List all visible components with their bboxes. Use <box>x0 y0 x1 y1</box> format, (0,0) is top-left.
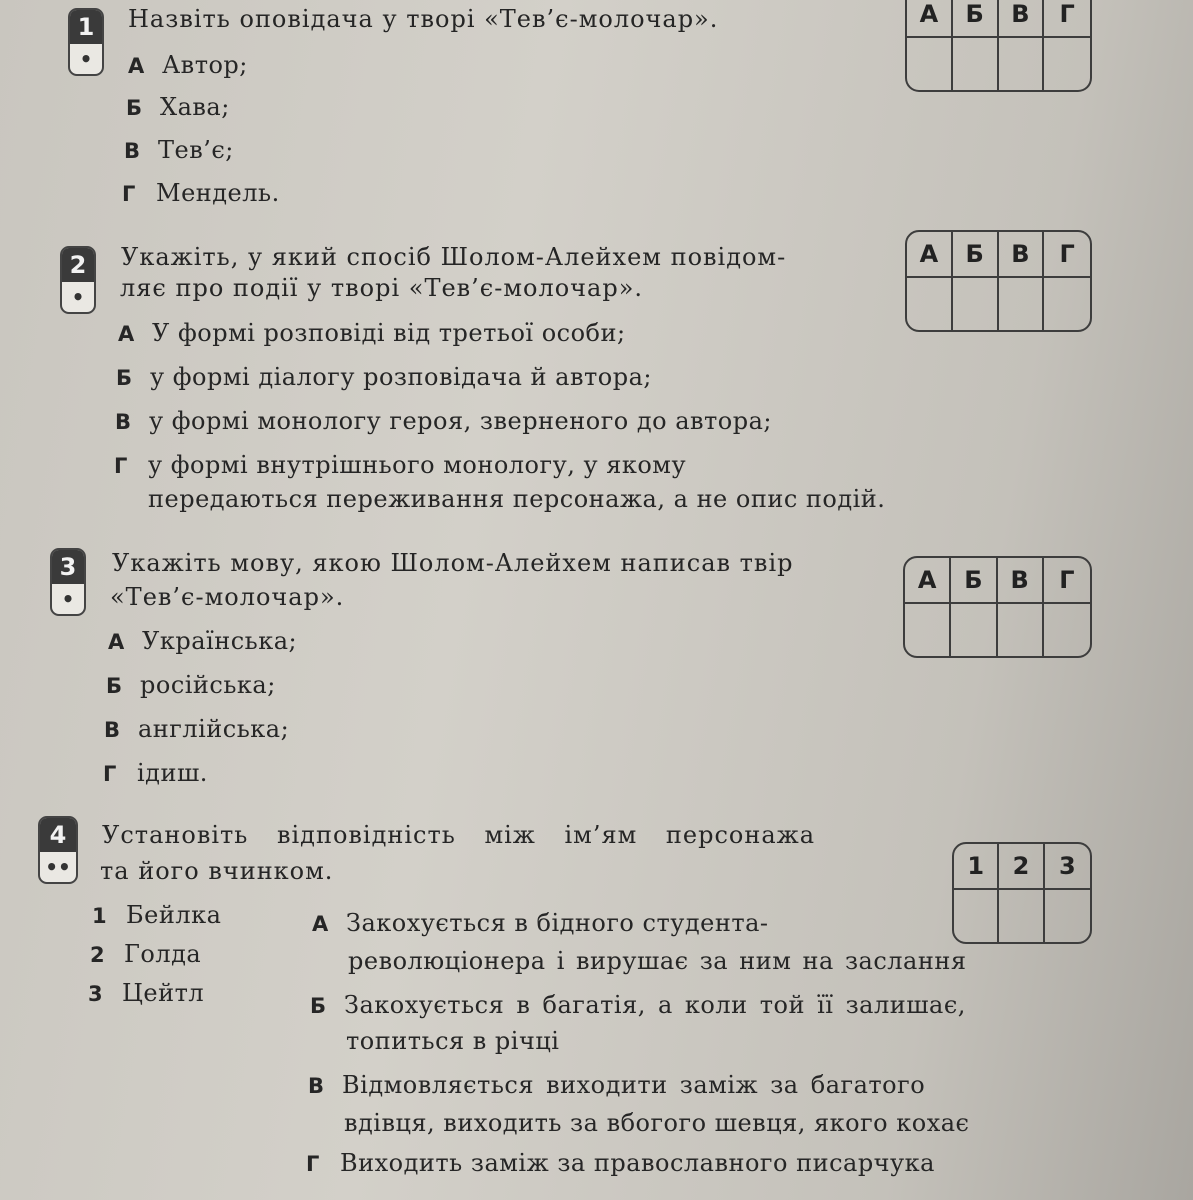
option-letter: Г <box>114 454 128 478</box>
answer-cell[interactable] <box>1045 890 1090 942</box>
answer-cell[interactable] <box>907 278 953 330</box>
answer-cell[interactable] <box>905 604 951 656</box>
grid-header: Г <box>1044 0 1090 38</box>
answer-cell[interactable] <box>951 604 997 656</box>
option-letter: Б <box>116 366 133 390</box>
action-a[interactable] <box>312 906 769 941</box>
option-letter: В <box>115 410 132 434</box>
grid-header: Г <box>1044 232 1090 278</box>
option-letter: А <box>108 630 125 654</box>
option-text: російська; <box>140 671 276 699</box>
action-b[interactable] <box>310 988 966 1023</box>
question-4-text-line-1: Установіть відповідність між ім’ям персонажа <box>102 821 816 849</box>
answer-cell[interactable] <box>1044 38 1090 90</box>
character-3 <box>88 976 204 1011</box>
question-3-option-b[interactable] <box>106 668 276 703</box>
question-number: 2 <box>62 248 94 282</box>
question-2-answer-grid <box>905 230 1092 332</box>
question-3-option-d[interactable] <box>103 756 208 791</box>
question-3-answer-grid <box>903 556 1092 658</box>
option-letter: А <box>118 322 135 346</box>
question-number: 4 <box>40 818 76 852</box>
grid-header: 2 <box>999 844 1044 890</box>
option-text: Мендель. <box>156 179 280 207</box>
answer-cell[interactable] <box>999 38 1045 90</box>
answer-cell[interactable] <box>999 278 1045 330</box>
option-text: Хава; <box>160 93 230 121</box>
option-letter: Б <box>106 674 123 698</box>
difficulty-dots: • <box>61 587 75 611</box>
character-name: Цейтл <box>122 979 205 1007</box>
answer-cell[interactable] <box>953 38 999 90</box>
grid-header: В <box>999 232 1045 278</box>
question-2-option-a[interactable] <box>118 316 626 351</box>
question-2-option-d[interactable] <box>114 448 686 483</box>
option-text: ідиш. <box>137 759 208 787</box>
option-letter: В <box>308 1074 325 1098</box>
option-letter: Г <box>306 1152 320 1176</box>
question-3-text-line-2: «Тев’є-молочар». <box>110 583 345 611</box>
action-d[interactable] <box>306 1146 935 1181</box>
question-1-option-b[interactable] <box>126 90 230 125</box>
character-name: Голда <box>124 940 202 968</box>
question-number: 1 <box>70 10 102 44</box>
answer-cell[interactable] <box>998 604 1044 656</box>
option-letter: В <box>104 718 121 742</box>
option-text: у формі монологу героя, зверненого до автора; <box>149 407 773 435</box>
question-2-option-d-continued: передаються переживання персонажа, а не опис подій. <box>148 485 886 513</box>
question-4-answer-grid <box>952 842 1092 944</box>
action-b-continued: топиться в річці <box>346 1027 560 1055</box>
option-letter: А <box>128 54 145 78</box>
answer-cell[interactable] <box>907 38 953 90</box>
answer-cell[interactable] <box>1044 604 1090 656</box>
action-c-continued: вдівця, виходить за вбогого шевця, якого кохає <box>344 1109 970 1137</box>
question-4-text-line-2: та його вчинком. <box>100 857 334 885</box>
grid-header: Б <box>951 558 997 604</box>
question-4-badge <box>38 816 78 884</box>
question-2-badge <box>60 246 96 314</box>
difficulty-dots: • <box>79 47 93 71</box>
option-letter: Б <box>126 96 143 120</box>
option-text: англійська; <box>138 715 290 743</box>
option-text: У формі розповіді від третьої особи; <box>152 319 626 347</box>
grid-header: А <box>907 232 953 278</box>
question-2-option-c[interactable] <box>115 404 772 439</box>
character-name: Бейлка <box>126 901 222 929</box>
question-1-badge <box>68 8 104 76</box>
character-number: 3 <box>88 982 104 1006</box>
grid-header: А <box>907 0 953 38</box>
difficulty-dots: •• <box>45 855 71 879</box>
action-c[interactable] <box>308 1068 925 1103</box>
question-1-option-d[interactable] <box>122 176 280 211</box>
option-letter: В <box>124 139 141 163</box>
grid-header: В <box>999 0 1045 38</box>
option-text: у формі діалогу розповідача й автора; <box>150 363 652 391</box>
answer-cell[interactable] <box>1044 278 1090 330</box>
grid-header: Б <box>953 232 999 278</box>
option-text: Автор; <box>162 51 248 79</box>
option-text: у формі внутрішнього монологу, у якому <box>148 451 687 479</box>
answer-cell[interactable] <box>954 890 999 942</box>
option-text: Закохується в бідного студента- <box>346 909 769 937</box>
option-letter: Б <box>310 994 327 1018</box>
answer-cell[interactable] <box>999 890 1044 942</box>
option-text: Відмовляється виходити заміж за багатого <box>342 1071 926 1099</box>
option-letter: Г <box>103 762 117 786</box>
character-number: 2 <box>90 943 106 967</box>
question-3-option-a[interactable] <box>108 624 297 659</box>
grid-header: Б <box>953 0 999 38</box>
question-number: 3 <box>52 550 84 584</box>
option-letter: Г <box>122 182 136 206</box>
question-3-badge <box>50 548 86 616</box>
question-1-option-a[interactable] <box>128 48 248 83</box>
character-2 <box>90 937 201 972</box>
question-1-option-c[interactable] <box>124 133 234 168</box>
question-2-option-b[interactable] <box>116 360 652 395</box>
question-1-answer-grid <box>905 0 1092 92</box>
grid-header: А <box>905 558 951 604</box>
option-text: Виходить заміж за православного писарчука <box>340 1149 935 1177</box>
action-a-continued: революціонера і вирушає за ним на заслання <box>348 947 967 975</box>
question-2-text-line-2: ляє про події у творі «Тев’є-молочар». <box>120 274 644 302</box>
answer-cell[interactable] <box>953 278 999 330</box>
option-text: Закохується в багатія, а коли той її залишає, <box>344 991 966 1019</box>
option-text: Українська; <box>142 627 298 655</box>
option-letter: А <box>312 912 329 936</box>
question-2-text-line-1: Укажіть, у який спосіб Шолом-Алейхем повідом- <box>121 243 787 271</box>
question-3-option-c[interactable] <box>104 712 289 747</box>
grid-header: В <box>998 558 1044 604</box>
character-1 <box>92 898 221 933</box>
grid-header: 3 <box>1045 844 1090 890</box>
question-1-text: Назвіть оповідача у творі «Тев’є-молочар». <box>128 5 719 33</box>
grid-header: Г <box>1044 558 1090 604</box>
question-3-text-line-1: Укажіть мову, якою Шолом-Алейхем написав твір <box>112 549 794 577</box>
option-text: Тев’є; <box>158 136 234 164</box>
character-number: 1 <box>92 904 108 928</box>
difficulty-dots: • <box>71 285 85 309</box>
grid-header: 1 <box>954 844 999 890</box>
